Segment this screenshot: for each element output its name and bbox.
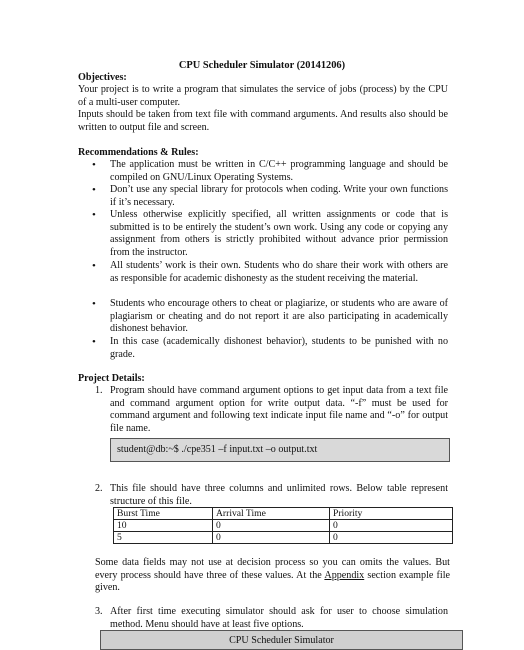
table-cell: 0 — [330, 532, 453, 544]
note-text-end: section example file given. — [95, 569, 450, 594]
data-fields-note — [95, 557, 450, 595]
table-row — [114, 520, 453, 532]
rule-item: Unless otherwise explicitly specified, all written assignments or code that is submitted is to be entirely the student’s own work. Using any code or copying any assignment from others is strictly prohibited without advance prior permission from the instructor. — [110, 209, 448, 258]
list-number: 1. — [95, 385, 103, 396]
command-box — [110, 438, 450, 462]
details-item-2: This file should have three columns and unlimited rows. Below table represent structure of this file. — [110, 483, 448, 507]
bullet-icon: • — [92, 209, 96, 221]
table-cell: 0 — [330, 520, 453, 532]
table-cell: 10 — [114, 520, 213, 532]
bullet-icon: • — [92, 260, 96, 272]
bullet-icon: • — [92, 298, 96, 310]
menu-title: CPU Scheduler Simulator — [229, 635, 334, 646]
bullet-icon: • — [92, 184, 96, 196]
rule-item: Don’t use any special library for protocols when coding. Write your own functions if it’s necessary. — [110, 184, 448, 208]
table-cell: 0 — [213, 520, 330, 532]
note-text: Some data fields may not use at decision process so you can omits the values. But every process should have three of these values. At the — [95, 557, 450, 581]
table-header-cell: Burst Time — [114, 508, 213, 520]
table-header-cell: Arrival Time — [213, 508, 330, 520]
table-row — [114, 532, 453, 544]
list-number: 3. — [95, 606, 103, 617]
rule-item: Students who encourage others to cheat or plagiarize, or students who are aware of plagiarism or cheating and do not report it are also participating in academically dishonest behavior. — [110, 298, 448, 335]
table-header-row — [114, 508, 453, 520]
table-cell: 0 — [213, 532, 330, 544]
objectives-paragraph-2: Inputs should be taken from text file with command arguments. And results also should be written to output file and screen. — [78, 109, 448, 133]
objectives-heading: Objectives: — [78, 72, 127, 83]
input-file-structure-table — [113, 507, 453, 544]
bullet-icon: • — [92, 336, 96, 348]
details-heading: Project Details: — [78, 373, 145, 384]
table-cell: 5 — [114, 532, 213, 544]
details-item-1: Program should have command argument options to get input data from a text file and command argument option for write output data. “-f” must be used for command argument and following text indicate input file name and “-o” for output file name. — [110, 385, 448, 434]
objectives-paragraph-1: Your project is to write a program that simulates the service of jobs (process) by the CPU of a multi-user computer. — [78, 84, 448, 108]
table-header-cell: Priority — [330, 508, 453, 520]
document-title: CPU Scheduler Simulator (20141206) — [178, 60, 346, 71]
details-item-3: After first time executing simulator should ask for user to choose simulation method. Menu should have at least five options. — [110, 606, 448, 630]
rule-item: The application must be written in C/C++ programming language and should be compiled on GNU/Linux Operating Systems. — [110, 159, 448, 183]
command-text: student@db:~$ ./cpe351 –f input.txt –o output.txt — [117, 444, 318, 455]
appendix-link[interactable]: Appendix — [324, 569, 365, 581]
rule-item: All students’ work is their own. Students who do share their work with others are as responsible for academic dishonesty as the student receiving the material. — [110, 260, 448, 284]
rules-heading: Recommendations & Rules: — [78, 147, 199, 158]
list-number: 2. — [95, 483, 103, 494]
simulator-menu-box — [100, 630, 463, 650]
bullet-icon: • — [92, 159, 96, 171]
rule-item: In this case (academically dishonest behavior), students to be punished with no grade. — [110, 336, 448, 360]
